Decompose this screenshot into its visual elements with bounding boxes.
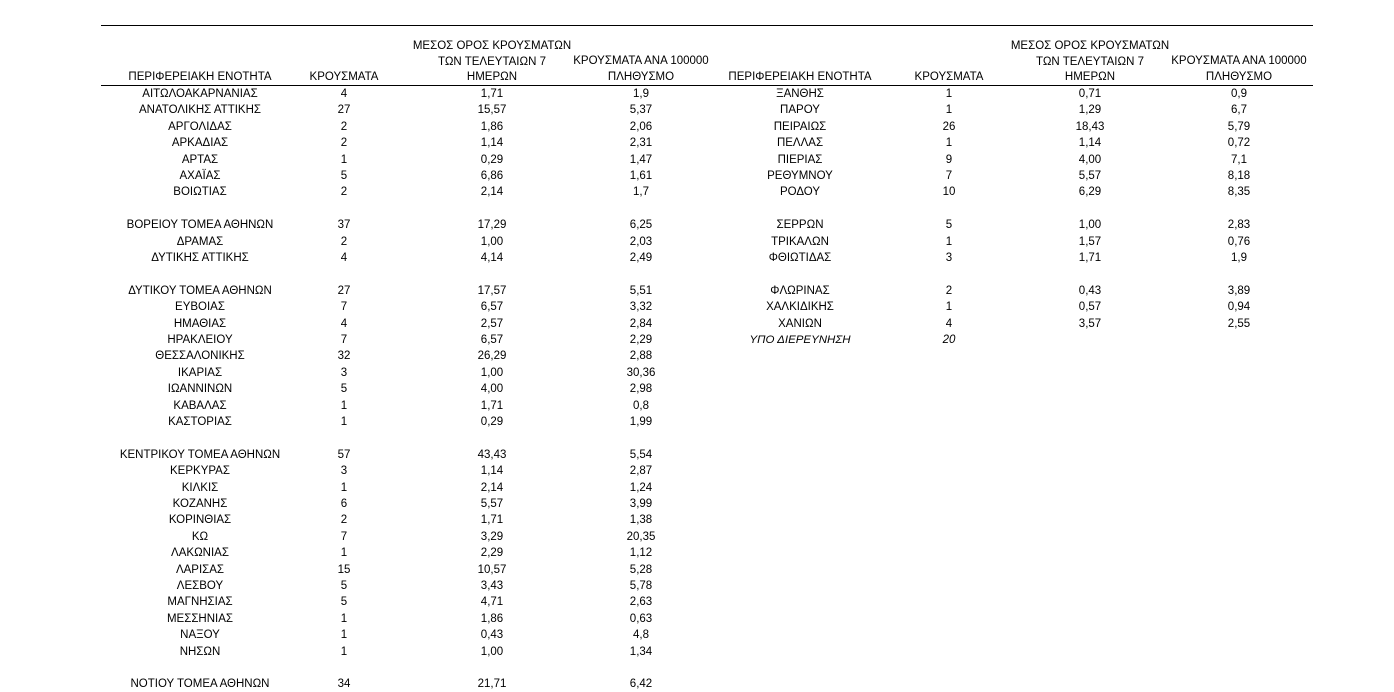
table-cell-region: ΔΥΤΙΚΟΥ ΤΟΜΕΑ ΑΘΗΝΩΝ: [128, 284, 272, 297]
table-cell-cases: 1: [340, 481, 348, 494]
table-cell-cases: 5: [340, 170, 348, 182]
table-cell-avg: 1,57: [1078, 235, 1102, 248]
table-cell-cases: 26: [942, 120, 956, 133]
table-cell-avg: 2,57: [480, 317, 504, 330]
table-cell-region: ΑΡΤΑΣ: [181, 153, 219, 166]
header-per100k-line-1: ΚΡΟΥΣΜΑΤΑ ΑΝΑ 100000: [573, 55, 709, 67]
table-cell-cases: 4: [340, 252, 348, 264]
table-cell-per100k: 3,99: [629, 498, 653, 510]
table-cell-region: ΠΕΙΡΑΙΩΣ: [773, 120, 827, 133]
right-header-per100k: [1149, 54, 1329, 85]
table-cell-per100k: 3,89: [1227, 284, 1251, 297]
table-cell-cases: 34: [337, 678, 351, 691]
table-cell-per100k: 2,87: [629, 465, 653, 478]
table-cell-cases: 1: [340, 416, 348, 428]
table-cell-avg: 4,00: [480, 383, 504, 396]
table-cell-avg: 43,43: [477, 448, 507, 461]
table-cell-region: ΜΑΓΝΗΣΙΑΣ: [167, 596, 233, 609]
table-cell-cases: 9: [945, 153, 953, 166]
table-cell-per100k: 8,35: [1227, 186, 1251, 199]
table-cell-cases: 1: [340, 629, 348, 642]
table-cell-avg: 5,57: [480, 498, 504, 510]
table-cell-region: ΧΑΝΙΩΝ: [778, 317, 822, 330]
table-cell-region: ΚΙΛΚΙΣ: [181, 481, 219, 494]
table-cell-cases: 1: [340, 645, 348, 658]
table-cell-per100k: 1,12: [629, 547, 653, 560]
table-cell-avg: 3,43: [480, 580, 504, 592]
table-cell-region: ΛΑΚΩΝΙΑΣ: [171, 547, 229, 560]
table-cell-avg: 18,43: [1075, 120, 1105, 133]
table-cell-cases: 5: [340, 383, 348, 396]
table-cell-per100k: 2,84: [629, 317, 653, 330]
table-cell-per100k: 2,03: [629, 235, 653, 248]
table-cell-avg: 2,29: [480, 547, 504, 560]
table-cell-cases: 2: [340, 137, 348, 150]
table-cell-avg: 4,14: [480, 252, 504, 264]
table-cell-avg: 17,57: [477, 284, 507, 297]
table-cell-per100k: 6,25: [629, 219, 653, 232]
table-cell-avg: 1,14: [480, 137, 504, 150]
table-cell-per100k: 30,36: [626, 366, 656, 379]
table-cell-region: ΡΕΘΥΜΝΟΥ: [767, 170, 833, 182]
header-avg-line-3: ΗΜΕΡΩΝ: [1064, 71, 1116, 83]
table-cell-region: ΠΑΡΟΥ: [780, 104, 820, 117]
right-header-region: ΠΕΡΙΦΕΡΕΙΑΚΗ ΕΝΟΤΗΤΑ: [728, 71, 872, 83]
table-cell-per100k: 1,9: [1231, 252, 1247, 264]
table-cell-per100k: 5,28: [629, 563, 653, 576]
table-cell-region: ΒΟΡΕΙΟΥ ΤΟΜΕΑ ΑΘΗΝΩΝ: [126, 219, 274, 232]
table-cell-cases: 15: [337, 563, 351, 576]
table-cell-per100k: 2,29: [629, 334, 653, 346]
table-cell-per100k: 4,8: [633, 629, 649, 642]
table-cell-region: ΝΑΞΟΥ: [180, 629, 220, 642]
table-cell-cases: 2: [340, 120, 348, 133]
table-cell-per100k: 1,9: [633, 88, 649, 100]
table-cell-avg: 4,00: [1078, 153, 1102, 166]
table-cell-avg: 4,71: [480, 596, 504, 609]
table-cell-region: ΚΟΡΙΝΘΙΑΣ: [168, 514, 232, 527]
table-cell-avg: 1,00: [480, 235, 504, 248]
table-cell-region: ΘΕΣΣΑΛΟΝΙΚΗΣ: [155, 350, 245, 363]
table-cell-region: ΡΟΔΟΥ: [779, 186, 821, 199]
table-cell-cases: 6: [340, 498, 348, 510]
table-cell-per100k: 1,99: [629, 416, 653, 428]
table-cell-region: ΚΕΝΤΡΙΚΟΥ ΤΟΜΕΑ ΑΘΗΝΩΝ: [119, 448, 281, 461]
table-cell-region: ΑΝΑΤΟΛΙΚΗΣ ΑΤΤΙΚΗΣ: [138, 104, 261, 117]
table-cell-cases: 1: [945, 104, 953, 117]
table-cell-avg: 0,43: [480, 629, 504, 642]
table-cell-avg: 1,86: [480, 612, 504, 625]
table-cell-per100k: 1,34: [629, 645, 653, 658]
table-cell-cases: 1: [340, 612, 348, 625]
table-cell-avg: 6,29: [1078, 186, 1102, 199]
table-cell-region: ΣΕΡΡΩΝ: [776, 219, 824, 232]
table-cell-per100k: 0,63: [629, 612, 653, 625]
table-cell-per100k: 5,51: [629, 284, 653, 297]
table-cell-avg: 1,00: [480, 645, 504, 658]
table-cell-per100k: 2,31: [629, 137, 653, 150]
table-cell-region: ΔΥΤΙΚΗΣ ΑΤΤΙΚΗΣ: [151, 252, 249, 264]
table-cell-per100k: 5,54: [629, 448, 653, 461]
table-cell-cases: 2: [945, 284, 953, 297]
table-cell-per100k: 2,83: [1227, 219, 1251, 232]
table-cell-cases: 37: [337, 219, 351, 232]
table-cell-avg: 0,29: [480, 416, 504, 428]
table-cell-region: ΧΑΛΚΙΔΙΚΗΣ: [766, 301, 834, 314]
table-cell-region: ΑΙΤΩΛΟΑΚΑΡΝΑΝΙΑΣ: [142, 88, 258, 100]
table-cell-region: ΕΥΒΟΙΑΣ: [175, 301, 225, 314]
table-cell-per100k: 0,76: [1227, 235, 1251, 248]
table-cell-avg: 17,29: [477, 219, 507, 232]
table-cell-cases: 1: [340, 399, 348, 412]
table-cell-avg: 6,86: [480, 170, 504, 182]
table-cell-cases: 7: [945, 170, 953, 182]
table-cell-cases: 2: [340, 514, 348, 527]
header-per100k-line-2: ΠΛΗΘΥΣΜΟ: [607, 70, 675, 83]
table-cell-per100k: 0,94: [1227, 301, 1251, 314]
table-cell-per100k: 5,37: [629, 104, 653, 117]
table-cell-avg: 26,29: [477, 350, 507, 363]
table-cell-per100k: 0,9: [1231, 88, 1247, 100]
table-cell-avg: 0,71: [1078, 88, 1102, 100]
table-cell-per100k: 1,38: [629, 514, 653, 527]
table-cell-avg: 1,71: [480, 88, 504, 100]
table-cell-per100k: 7,1: [1231, 153, 1247, 166]
table-cell-avg: 0,29: [480, 153, 504, 166]
table-cell-avg: 1,00: [1078, 219, 1102, 232]
table-cell-region: ΑΡΚΑΔΙΑΣ: [171, 137, 229, 150]
table-cell-cases: 1: [945, 88, 953, 100]
table-cell-avg: 3,57: [1078, 317, 1102, 330]
table-cell-avg: 1,14: [1078, 137, 1102, 150]
table-cell-per100k: 0,8: [633, 399, 649, 412]
table-cell-region: ΦΛΩΡΙΝΑΣ: [770, 284, 830, 297]
table-cell-per100k: 20,35: [626, 530, 656, 543]
table-cell-region: ΜΕΣΣΗΝΙΑΣ: [166, 612, 234, 625]
table-cell-cases: 4: [340, 88, 348, 100]
table-cell-avg: 21,71: [477, 678, 507, 691]
table-cell-cases: 3: [340, 465, 348, 478]
header-avg-line-3: ΗΜΕΡΩΝ: [466, 71, 518, 83]
table-cell-avg: 1,71: [1078, 252, 1102, 264]
table-cell-cases: 1: [340, 547, 348, 560]
table-cell-avg: 6,57: [480, 301, 504, 314]
table-cell-region: ΝΟΤΙΟΥ ΤΟΜΕΑ ΑΘΗΝΩΝ: [130, 678, 270, 691]
table-cell-cases: 7: [340, 301, 348, 314]
table-cell-cases: 27: [337, 104, 351, 117]
table-cell-region: ΗΜΑΘΙΑΣ: [173, 317, 227, 330]
table-cell-cases: 2: [340, 186, 348, 199]
table-cell-avg: 3,29: [480, 530, 504, 543]
table-cell-cases: 10: [942, 186, 956, 199]
table-cell-cases: 57: [337, 448, 351, 461]
table-cell-region: ΑΡΓΟΛΙΔΑΣ: [168, 120, 232, 133]
table-cell-per100k: 2,88: [629, 350, 653, 363]
table-cell-cases: 5: [340, 596, 348, 609]
table-cell-per100k: 2,06: [629, 120, 653, 133]
table-cell-avg: 0,43: [1078, 284, 1102, 297]
table-cell-region: ΙΩΑΝΝΙΝΩΝ: [167, 383, 233, 396]
table-cell-region: ΙΚΑΡΙΑΣ: [177, 366, 223, 379]
table-cell-avg: 2,14: [480, 186, 504, 199]
table-cell-avg: 2,14: [480, 481, 504, 494]
table-cell-cases: 1: [945, 235, 953, 248]
table-cell-cases: 4: [945, 317, 953, 330]
table-cell-cases: 1: [945, 301, 953, 314]
table-cell-cases: 1: [945, 137, 953, 150]
table-cell-per100k: 2,49: [629, 252, 653, 264]
table-cell-avg: 0,57: [1078, 301, 1102, 314]
table-cell-avg: 1,86: [480, 120, 504, 133]
table-cell-avg: 1,71: [480, 399, 504, 412]
table-cell-per100k: 1,24: [629, 481, 653, 494]
table-cell-per100k: 1,7: [633, 186, 649, 199]
table-cell-avg: 10,57: [477, 563, 507, 576]
header-avg-line-2: ΤΩΝ ΤΕΛΕΥΤΑΙΩΝ 7: [438, 55, 546, 68]
table-cell-region: ΚΩ: [191, 530, 209, 543]
table-cell-cases: 5: [340, 580, 348, 592]
table-cell-per100k: 1,47: [629, 153, 653, 166]
table-cell-avg: 1,71: [480, 514, 504, 527]
table-cell-cases: 32: [337, 350, 351, 363]
table-cell-per100k: 1,61: [629, 170, 653, 182]
table-cell-region: ΚΑΒΑΛΑΣ: [173, 399, 227, 412]
table-cell-region: ΛΕΣΒΟΥ: [176, 580, 224, 592]
table-cell-avg: 5,57: [1078, 170, 1102, 182]
table-cell-region: ΥΠΟ ΔΙΕΡΕΥΝΗΣΗ: [749, 334, 851, 346]
table-cell-region: ΠΕΛΛΑΣ: [776, 137, 824, 150]
table-cell-avg: 1,14: [480, 465, 504, 478]
table-cell-cases: 3: [340, 366, 348, 379]
table-cell-cases: 7: [340, 530, 348, 543]
table-cell-region: ΛΑΡΙΣΑΣ: [175, 563, 225, 576]
left-header-cases: ΚΡΟΥΣΜΑΤΑ: [309, 71, 379, 83]
table-cell-region: ΚΑΣΤΟΡΙΑΣ: [168, 416, 232, 428]
table-cell-avg: 1,29: [1078, 104, 1102, 117]
table-cell-cases: 3: [945, 252, 953, 264]
table-cell-cases: 2: [340, 235, 348, 248]
table-cell-region: ΠΙΕΡΙΑΣ: [777, 153, 823, 166]
table-cell-cases: 20: [942, 334, 956, 346]
table-cell-per100k: 8,18: [1227, 170, 1251, 182]
table-cell-region: ΑΧΑΪΑΣ: [179, 170, 221, 182]
table-cell-per100k: 6,7: [1231, 104, 1247, 117]
table-cell-region: ΤΡΙΚΑΛΩΝ: [771, 235, 829, 248]
table-cell-avg: 1,00: [480, 366, 504, 379]
table-cell-per100k: 2,63: [629, 596, 653, 609]
table-cell-per100k: 5,78: [629, 580, 653, 592]
header-avg-line-1: ΜΕΣΟΣ ΟΡΟΣ ΚΡΟΥΣΜΑΤΩΝ: [412, 40, 572, 52]
top-rule: [101, 25, 1313, 26]
table-cell-region: ΦΘΙΩΤΙΔΑΣ: [768, 252, 832, 264]
table-cell-region: ΚΕΡΚΥΡΑΣ: [170, 465, 230, 478]
table-cell-per100k: 6,42: [629, 678, 653, 691]
table-cell-region: ΚΟΖΑΝΗΣ: [172, 498, 228, 510]
table-cell-region: ΗΡΑΚΛΕΙΟΥ: [167, 334, 233, 346]
header-avg-line-1: ΜΕΣΟΣ ΟΡΟΣ ΚΡΟΥΣΜΑΤΩΝ: [1010, 40, 1170, 52]
table-cell-per100k: 0,72: [1227, 137, 1251, 150]
table-cell-region: ΒΟΙΩΤΙΑΣ: [173, 186, 227, 199]
table-cell-per100k: 2,55: [1227, 317, 1251, 330]
table-cell-per100k: 3,32: [629, 301, 653, 314]
table-cell-cases: 5: [945, 219, 953, 232]
table-cell-cases: 1: [340, 153, 348, 166]
table-cell-avg: 6,57: [480, 334, 504, 346]
table-cell-region: ΝΗΣΩΝ: [179, 645, 221, 658]
left-header-region: ΠΕΡΙΦΕΡΕΙΑΚΗ ΕΝΟΤΗΤΑ: [128, 71, 272, 83]
table-cell-per100k: 2,98: [629, 383, 653, 396]
table-cell-cases: 7: [340, 334, 348, 346]
table-cell-region: ΔΡΑΜΑΣ: [176, 235, 224, 248]
header-per100k-line-2: ΠΛΗΘΥΣΜΟ: [1205, 70, 1273, 83]
header-avg-line-2: ΤΩΝ ΤΕΛΕΥΤΑΙΩΝ 7: [1036, 55, 1144, 68]
table-cell-per100k: 5,79: [1227, 120, 1251, 133]
table-cell-region: ΞΑΝΘΗΣ: [776, 88, 824, 100]
table-cell-cases: 27: [337, 284, 351, 297]
header-per100k-line-1: ΚΡΟΥΣΜΑΤΑ ΑΝΑ 100000: [1171, 55, 1307, 67]
table-cell-cases: 4: [340, 317, 348, 330]
table-cell-avg: 15,57: [477, 104, 507, 117]
right-header-cases: ΚΡΟΥΣΜΑΤΑ: [914, 71, 984, 83]
